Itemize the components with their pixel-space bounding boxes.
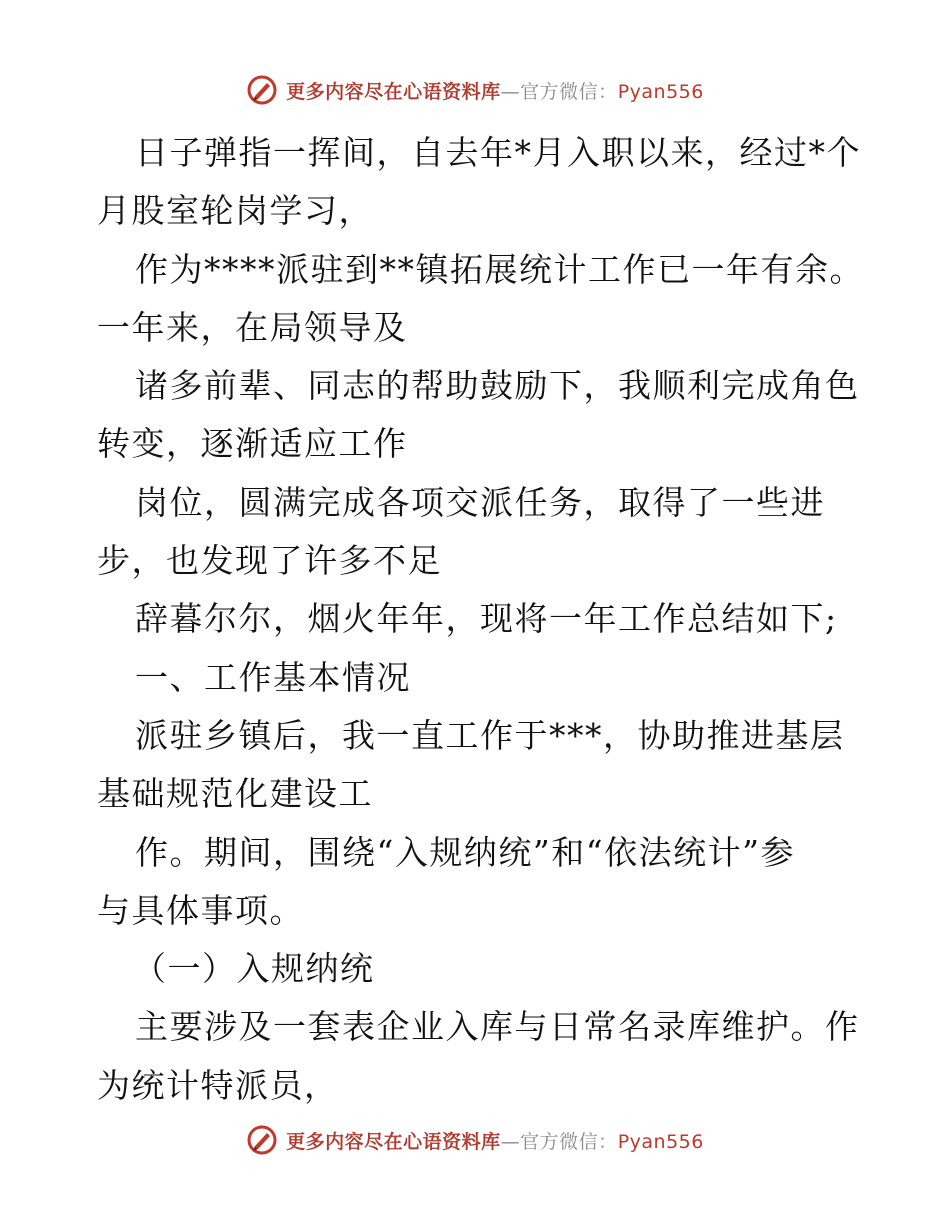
document-body xyxy=(97,124,864,1115)
subsection-heading: （一）入规纳统 xyxy=(133,949,375,989)
footer-banner-text xyxy=(286,1127,704,1154)
pen-logo-icon xyxy=(246,1124,278,1156)
footer-site-text: 更多内容尽在心语资料库 xyxy=(286,1130,501,1153)
body-line: 辞暮尔尔，烟火年年，现将一年工作总结如下; xyxy=(135,599,838,639)
body-line: 一年来，在局领导及 xyxy=(97,307,408,347)
header-dash: — xyxy=(500,80,521,103)
body-line: 月股室轮岗学习， xyxy=(97,191,373,231)
body-line: 岗位，圆满完成各项交派任务，取得了一些进 xyxy=(135,482,825,522)
body-line: 与具体事项。 xyxy=(97,890,304,930)
body-line: 转变，逐渐适应工作 xyxy=(97,424,408,464)
body-line: 作为****派驻到**镇拓展统计工作已一年有余。 xyxy=(135,249,864,289)
body-line: 主要涉及一套表企业入库与日常名录库维护。作 xyxy=(135,1007,860,1047)
footer-dash: — xyxy=(500,1130,521,1153)
header-site-text: 更多内容尽在心语资料库 xyxy=(286,80,501,103)
body-line: 派驻乡镇后，我一直工作于***，协助推进基层 xyxy=(135,715,845,755)
footer-wechat-prefix: 官方微信： xyxy=(520,1130,618,1153)
footer-wechat-id: Pyan556 xyxy=(617,1130,704,1153)
header-banner-text xyxy=(286,77,704,104)
body-line: 为统计特派员， xyxy=(97,1065,339,1105)
body-line: 基础规范化建设工 xyxy=(97,774,373,814)
pen-logo-icon xyxy=(246,74,278,106)
header-wechat-prefix: 官方微信： xyxy=(520,80,618,103)
header-banner xyxy=(0,70,950,110)
footer-banner xyxy=(0,1120,950,1160)
body-line: 步，也发现了许多不足 xyxy=(97,541,442,581)
body-line: 作。期间，围绕“入规纳统”和“依法统计”参 xyxy=(135,832,795,872)
header-wechat-id: Pyan556 xyxy=(617,80,704,103)
section-heading: 一、工作基本情况 xyxy=(135,657,411,697)
body-line: 日子弹指一挥间，自去年*月入职以来，经过*个 xyxy=(135,133,861,172)
body-line: 诸多前辈、同志的帮助鼓励下，我顺利完成角色 xyxy=(135,366,860,406)
